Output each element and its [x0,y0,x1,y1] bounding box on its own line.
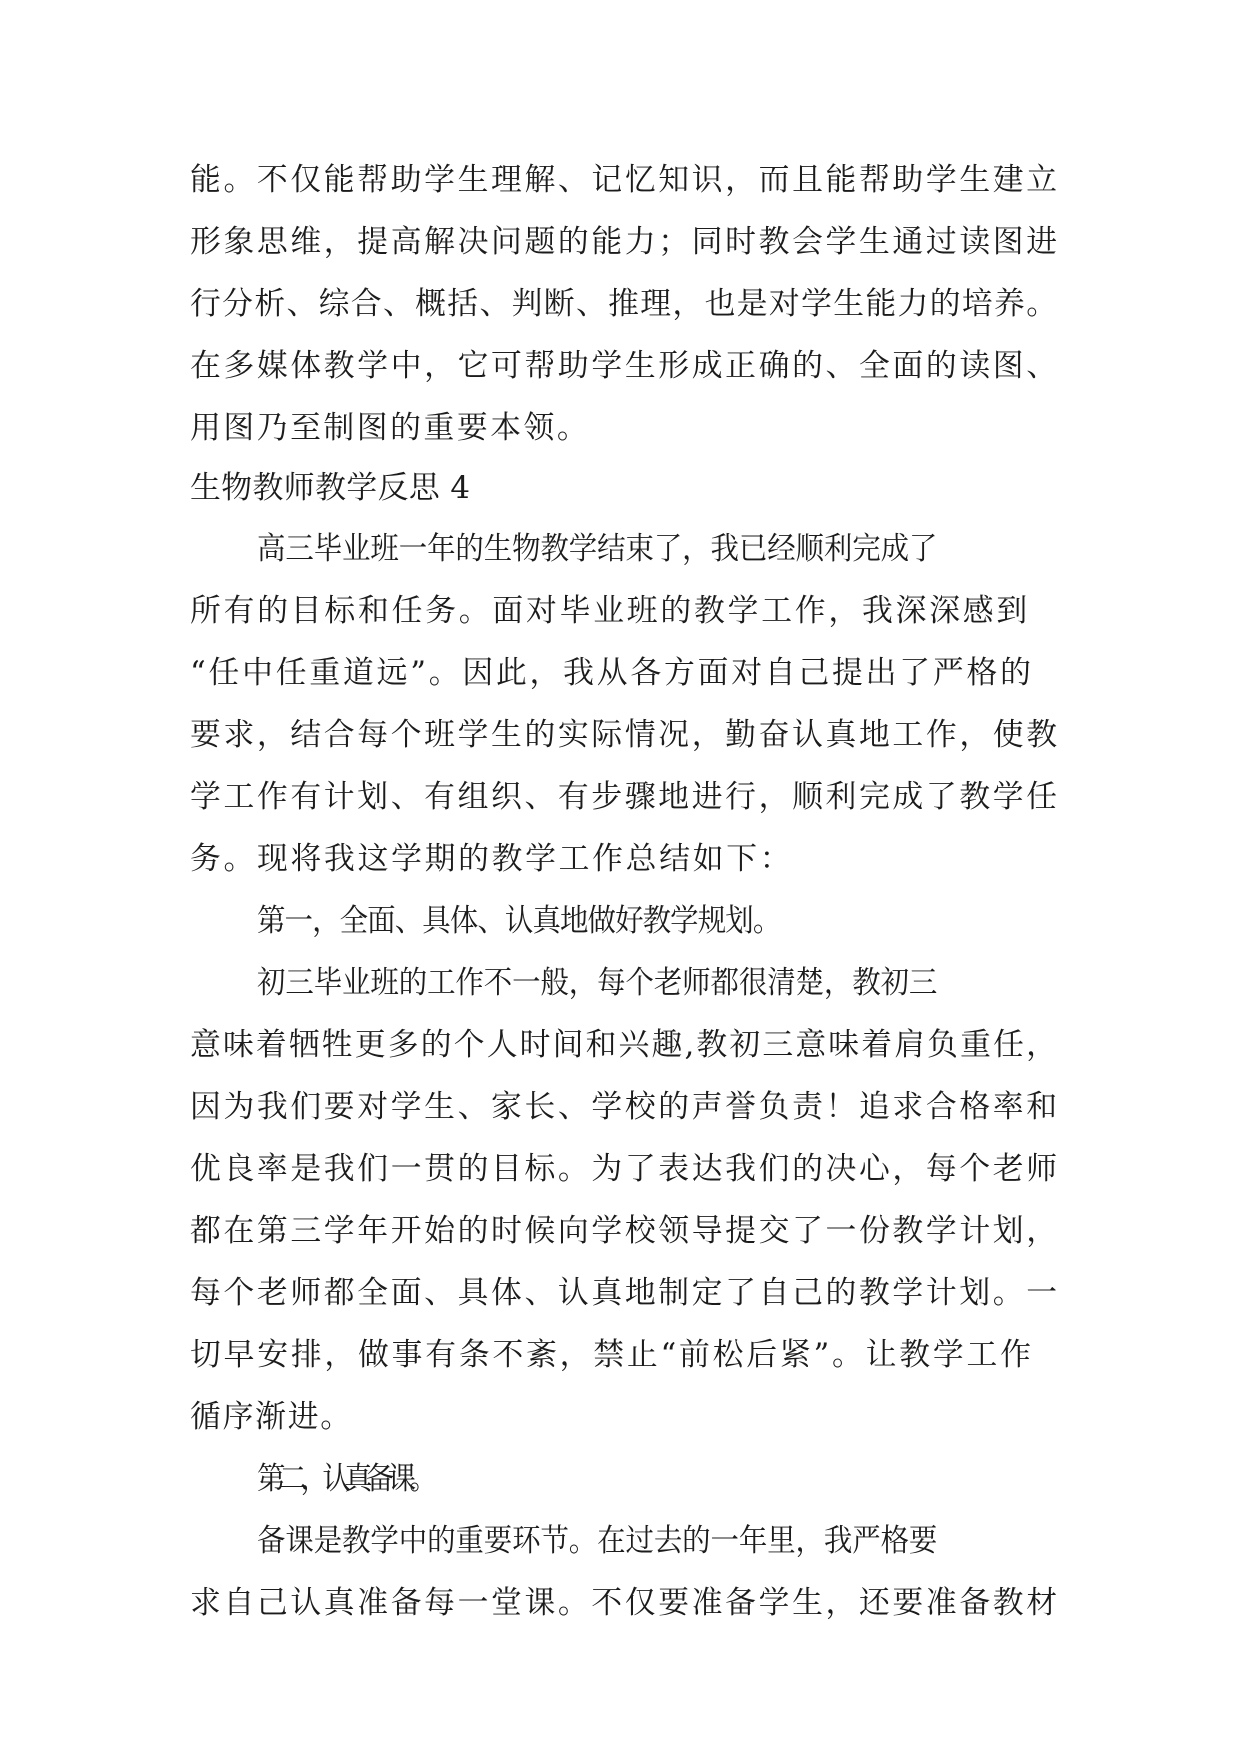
section-heading: 生物教师教学反思 4 [190,470,471,506]
paragraph-line: 要求，结合每个班学生的实际情况，勤奋认真地工作，使教 [190,717,1060,753]
paragraph-line: 初三毕业班的工作不一般，每个老师都很清楚，教初三 [257,965,938,1001]
paragraph-line: 每个老师都全面、具体、认真地制定了自己的教学计划。一 [190,1275,1060,1311]
paragraph-line: 第二，认真备课。 [257,1461,432,1497]
paragraph-line: 优良率是我们一贯的目标。为了表达我们的决心，每个老师 [190,1151,1060,1187]
paragraph-line: 意味着牺牲更多的个人时间和兴趣,教初三意味着肩负重任， [190,1027,1060,1063]
paragraph-line: 因为我们要对学生、家长、学校的声誉负责！追求合格率和 [190,1089,1060,1125]
paragraph-line: 循序渐进。 [190,1399,353,1435]
paragraph-line: 备课是教学中的重要环节。在过去的一年里，我严格要 [257,1523,938,1559]
paragraph-line: 务。现将我这学期的教学工作总结如下： [190,841,794,877]
paragraph-line: 所有的目标和任务。面对毕业班的教学工作，我深深感到 [190,593,1030,629]
paragraph-line: 在多媒体教学中，它可帮助学生形成正确的、全面的读图、 [190,348,1060,384]
paragraph-line: 高三毕业班一年的生物教学结束了，我已经顺利完成了 [257,531,938,567]
paragraph-line: “任中任重道远”。因此，我从各方面对自己提出了严格的 [190,655,1034,691]
paragraph-line: 用图乃至制图的重要本领。 [190,410,591,446]
paragraph-line: 第一，全面、具体、认真地做好教学规划。 [257,903,781,939]
paragraph-line: 行分析、综合、概括、判断、推理，也是对学生能力的培养。 [190,286,1059,322]
paragraph-line: 能。不仅能帮助学生理解、记忆知识，而且能帮助学生建立 [190,162,1060,198]
paragraph-line: 求自己认真准备每一堂课。不仅要准备学生，还要准备教材 [190,1585,1060,1621]
paragraph-line: 形象思维，提高解决问题的能力；同时教会学生通过读图进 [190,224,1060,260]
paragraph-line: 学工作有计划、有组织、有步骤地进行，顺利完成了教学任 [190,779,1060,815]
paragraph-line: 都在第三学年开始的时候向学校领导提交了一份教学计划， [190,1213,1060,1249]
paragraph-line: 切早安排，做事有条不紊，禁止“前松后紧”。让教学工作 [190,1337,1034,1373]
